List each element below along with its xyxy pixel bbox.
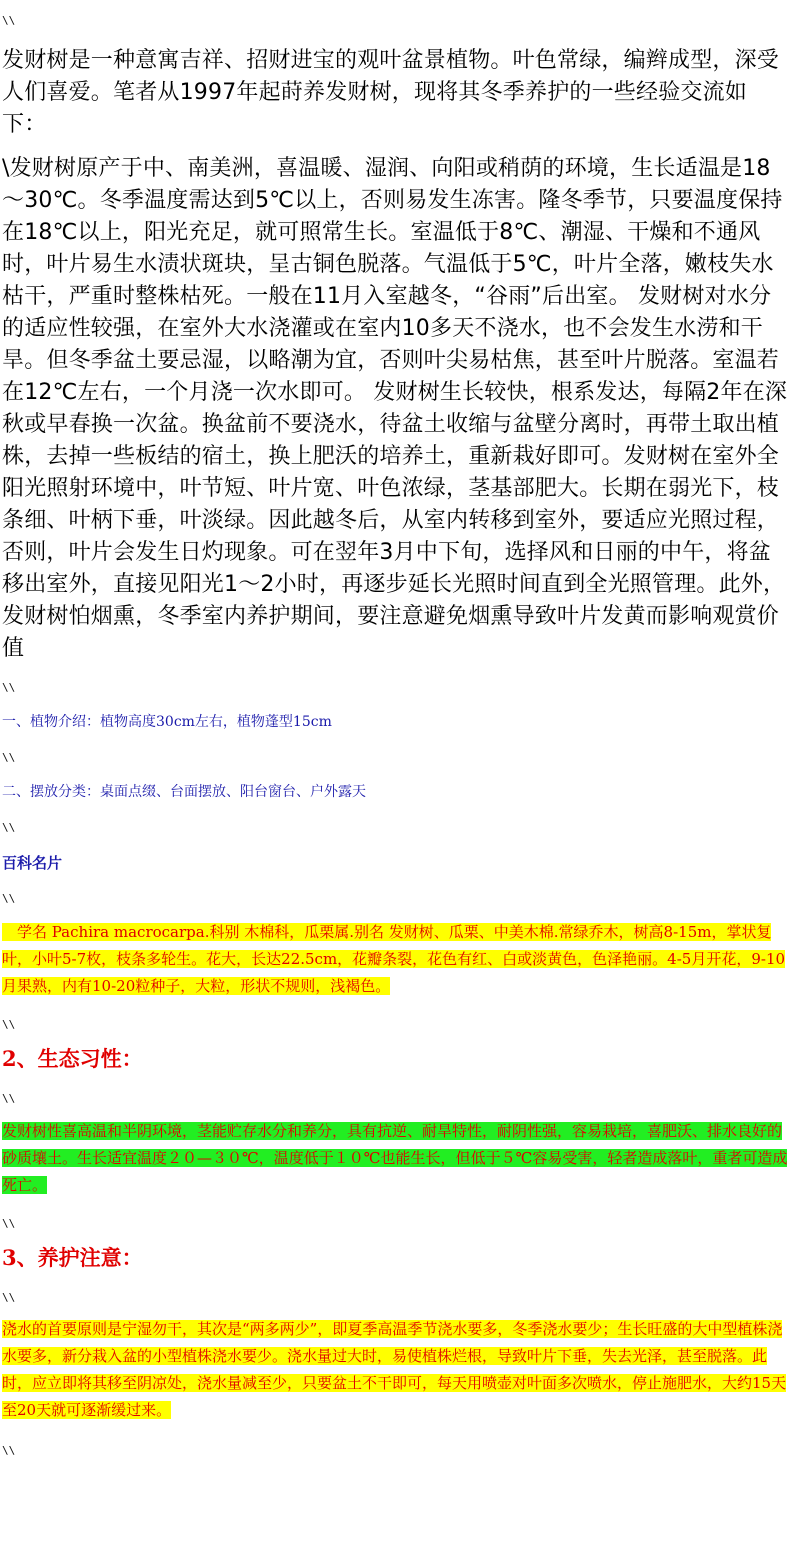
encyclopedia-text: [0, 919, 790, 1000]
separator: \\: [2, 681, 16, 694]
plant-intro: 一、植物介绍：植物高度30cm左右，植物蓬型15cm: [2, 714, 332, 730]
care-highlight: 浇水的首要原则是宁湿勿干，其次是“两多两少”，即夏季高温季节浇水要多，冬季浇水要少；生长旺盛的大中型植株浇水要多，新分栽入盆的小型植株浇水要少。浇水量过大时，易使植株烂根，导致叶片下垂，失去光泽，甚至脱落。此时，应立即将其移至阴凉处，浇水量减至少，只要盆土不干即可，每天用喷壶对叶面多次喷水，停止施肥水，大约15天至20天就可逐渐缓过来。: [2, 1320, 787, 1419]
encyclopedia-title: 百科名片: [2, 854, 63, 872]
ecology-heading: 2、生态习性：: [2, 1046, 143, 1071]
care-text: [0, 1316, 790, 1424]
separator: \\: [2, 1217, 16, 1230]
separator: \\: [2, 892, 16, 905]
separator: \\: [2, 821, 16, 834]
body-paragraph: \发财树原产于中、南美洲，喜温暖、湿润、向阳或稍荫的环境，生长适温是18～30℃。冬季温度需达到5℃以上，否则易发生冻害。隆冬季节，只要温度保持在18℃以上，阳光充足，就可照常生长。室温低于8℃、潮湿、干燥和不通风时，叶片易生水渍状斑块，呈古铜色脱落。气温低于5℃，叶片全落，嫩枝失水枯干，严重时整株枯死。一般在11月入室越冬，“谷雨”后出室。 发财树对水分的适应性较强，在室外大水浇灌或在室内10多天不浇水，也不会发生水涝和干旱。但冬季盆土要忌湿，以略潮为宜，否则叶尖易枯焦，甚至叶片脱落。室温若在12℃左右，一个月浇一次水即可。 发财树生长较快，根系发达，每隔2年在深秋或早春换一次盆。换盆前不要浇水，待盆土收缩与盆壁分离时，再带土取出植株，去掉一些板结的宿土，换上肥沃的培养土，重新栽好即可。发财树在室外全阳光照射环境中，叶节短、叶片宽、叶色浓绿，茎基部肥大。长期在弱光下，枝条细、叶柄下垂，叶淡绿。因此越冬后，从室内转移到室外，要适应光照过程，否则，叶片会发生日灼现象。可在翌年3月中下旬，选择风和日丽的中午，将盆移出室外，直接见阳光1～2小时，再逐步延长光照时间直到全光照管理。此外，发财树怕烟熏，冬季室内养护期间，要注意避免烟熏导致叶片发黄而影响观赏价值: [2, 156, 788, 661]
separator: \\: [2, 1444, 16, 1457]
separator: \\: [2, 14, 16, 27]
care-heading: 3、养护注意：: [2, 1245, 143, 1270]
separator: \\: [2, 1291, 16, 1304]
separator: \\: [2, 1092, 16, 1105]
intro-paragraph: 发财树是一种意寓吉祥、招财进宝的观叶盆景植物。叶色常绿，编辫成型，深受人们喜爱。笔者从1997年起莳养发财树，现将其冬季养护的一些经验交流如下：: [2, 48, 780, 137]
ecology-highlight: 发财树性喜高温和半阴环境，茎能贮存水分和养分，具有抗逆、耐旱特性，耐阴性强，容易栽培，喜肥沃、排水良好的砂质壤土。生长适宜温度２０—３０℃，温度低于１０℃也能生长，但低于５℃容易受害，轻者造成落叶，重者可造成死亡。: [2, 1122, 788, 1194]
placement-category: 二、摆放分类：桌面点缀、台面摆放、阳台窗台、户外露天: [2, 784, 366, 800]
separator: \\: [2, 751, 16, 764]
ecology-text: [0, 1118, 790, 1199]
separator: \\: [2, 1018, 16, 1031]
encyclopedia-highlight: 学名 Pachira macrocarpa.科别 木棉科，瓜栗属.别名 发财树、瓜栗、中美木棉.常绿乔木，树高8-15m，掌状复叶，小叶5-7枚，枝条多轮生。花大，长达22.5cm，花瓣条裂，花色有红、白或淡黄色，色泽艳丽。4-5月开花，9-10月果熟，内有10-20粒种子，大粒，形状不规则，浅褐色。: [2, 923, 786, 995]
